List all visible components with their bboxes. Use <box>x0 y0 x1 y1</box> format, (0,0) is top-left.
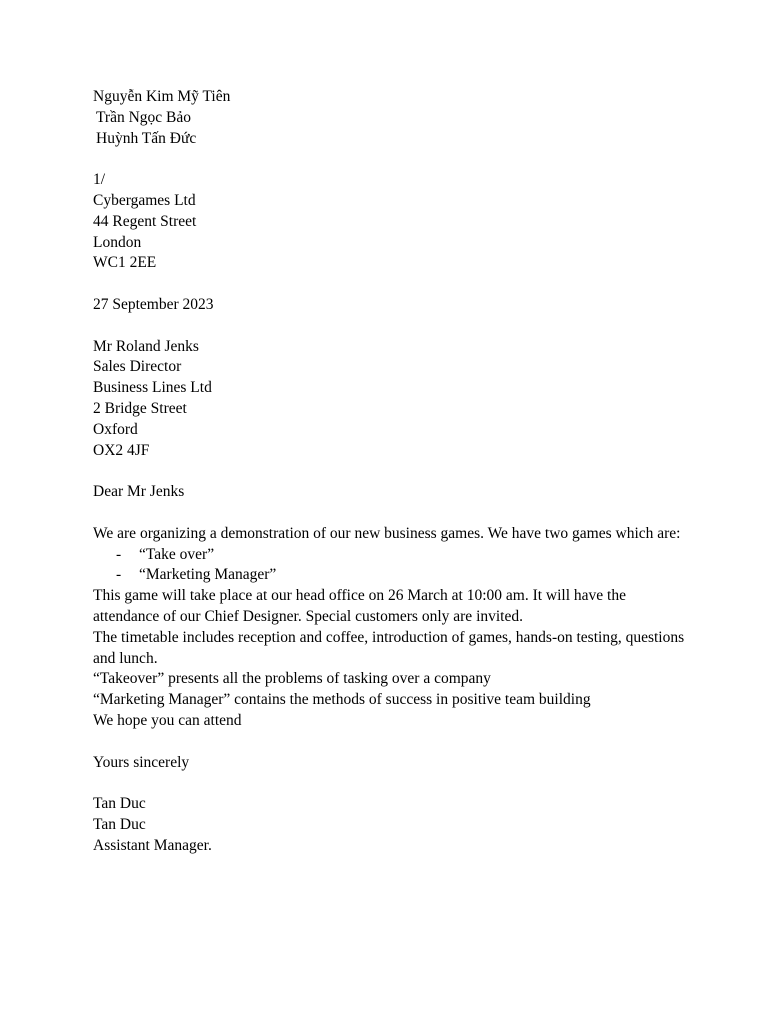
game-list <box>93 545 693 587</box>
recipient-address <box>93 337 693 462</box>
address-line: 44 Regent Street <box>93 212 197 230</box>
author-name: Trần Ngọc Bảo <box>96 108 192 126</box>
address-line: Cybergames Ltd <box>93 191 196 209</box>
closing: Yours sincerely <box>93 753 190 771</box>
signature-line: Tan Duc <box>93 815 146 833</box>
body-intro: We are organizing a demonstration of our new business games. We have two games which are: <box>93 524 681 542</box>
letter-body <box>93 524 693 732</box>
address-line: Sales Director <box>93 358 182 376</box>
author-list <box>93 87 693 149</box>
address-line: Business Lines Ltd <box>93 379 212 397</box>
author-name: Nguyễn Kim Mỹ Tiên <box>93 88 231 105</box>
sender-address <box>93 191 693 274</box>
address-line: Oxford <box>93 420 138 438</box>
spacer <box>93 461 693 482</box>
salutation: Dear Mr Jenks <box>93 483 185 501</box>
spacer <box>93 316 693 337</box>
list-item <box>93 565 693 586</box>
body-line: “Takeover” presents all the problems of tasking over a company <box>93 670 491 688</box>
signature-block <box>93 794 693 856</box>
body-line: We hope you can attend <box>93 711 242 729</box>
address-line: 2 Bridge Street <box>93 399 187 417</box>
list-item-text: “Take over” <box>139 545 215 563</box>
address-line: London <box>93 233 142 251</box>
spacer <box>93 149 693 170</box>
body-paragraph: The timetable includes reception and coffee, introduction of games, hands-on testing, questions and lunch. <box>93 628 685 667</box>
letter-date: 27 September 2023 <box>93 295 214 313</box>
address-line: Mr Roland Jenks <box>93 337 199 355</box>
body-paragraph: This game will take place at our head office on 26 March at 10:00 am. It will have the attendance of our Chief Designer. Special customers only are invited. <box>93 587 626 625</box>
bullet-dash: - <box>116 545 122 563</box>
section-number: 1/ <box>93 171 106 189</box>
letter-content <box>93 87 693 856</box>
spacer <box>93 503 693 524</box>
list-item-text: “Marketing Manager” <box>139 566 277 584</box>
list-item <box>93 545 693 566</box>
address-line: OX2 4JF <box>93 441 150 459</box>
spacer <box>93 732 693 753</box>
spacer <box>93 274 693 295</box>
spacer <box>93 773 693 794</box>
author-name: Huỳnh Tấn Đức <box>96 129 197 147</box>
bullet-dash: - <box>116 566 122 584</box>
body-line: “Marketing Manager” contains the methods of success in positive team building <box>93 691 591 709</box>
signature-title: Assistant Manager. <box>93 836 212 854</box>
signature-line: Tan Duc <box>93 795 146 813</box>
address-line: WC1 2EE <box>93 254 157 272</box>
